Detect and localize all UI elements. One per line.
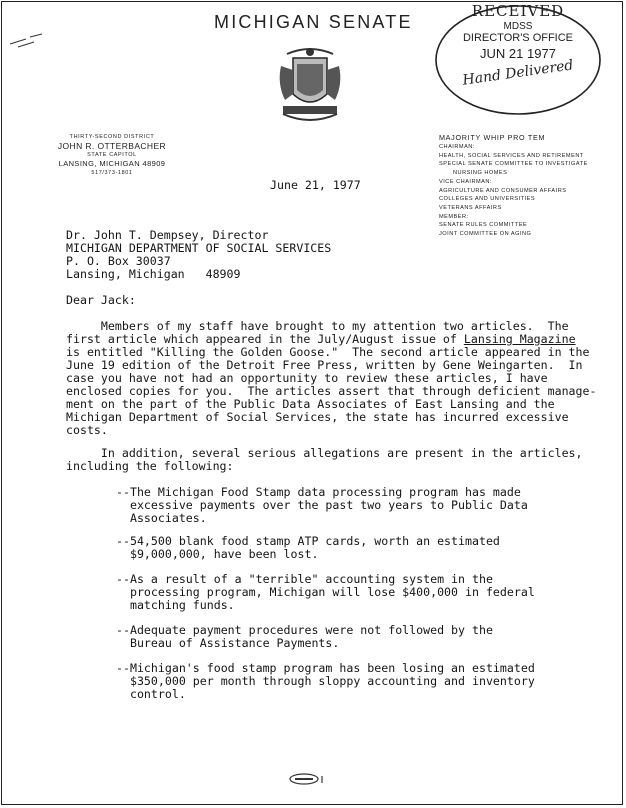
body-line: enclosed copies for you. The articles assert that through deficient manage-: [66, 384, 597, 398]
committee-line: SENATE RULES COMMITTEE: [439, 222, 528, 229]
committee-line: MEMBER:: [439, 213, 469, 220]
committee-line: VETERANS AFFAIRS: [439, 204, 502, 211]
committee-line: CHAIRMAN:: [439, 144, 475, 150]
allegation-line: processing program, Michigan will lose $400,000 in federal: [116, 585, 535, 599]
allegation-line: $350,000 per month through sloppy accounting and inventory: [116, 674, 535, 688]
body-line: In addition, several serious allegations are present in the articles,: [66, 446, 583, 460]
office: STATE CAPITOL: [87, 152, 137, 158]
salutation: Dear Jack:: [66, 293, 136, 307]
address-line: MICHIGAN DEPARTMENT OF SOCIAL SERVICES: [66, 241, 332, 255]
allegation-line: --Michigan's food stamp program has been losing an estimated: [116, 661, 535, 675]
union-bug-icon: [287, 772, 329, 786]
committee-line: MAJORITY WHIP PRO TEM: [439, 133, 546, 142]
address-line: P. O. Box 30037: [66, 254, 171, 268]
allegation-line: matching funds.: [116, 598, 235, 612]
stamp-received: RECEIVED: [471, 2, 565, 20]
letter-page: [1, 1, 623, 805]
body-line: is entitled "Killing the Golden Goose." The second article appeared in the: [66, 345, 590, 359]
allegation-line: --As a result of a "terrible" accounting system in the: [116, 572, 493, 586]
letter-date: June 21, 1977: [270, 178, 361, 192]
body-line: case you have not had an opportunity to review these articles, I have: [66, 371, 548, 385]
address-line: Lansing, Michigan 48909: [66, 267, 241, 281]
city: LANSING, MICHIGAN 48909: [58, 159, 166, 168]
body-line: costs.: [66, 423, 108, 437]
committee-line: JOINT COMMITTEE ON AGING: [439, 231, 532, 238]
allegation-line: excessive payments over the past two years to Public Data: [116, 498, 528, 512]
stamp-line1: MDSS: [503, 21, 533, 32]
allegation-line: control.: [116, 687, 186, 701]
received-stamp: [433, 2, 603, 120]
committee-block: [439, 132, 619, 239]
body-text: first article which appeared in the July/August issue of: [66, 332, 464, 346]
committee-line: COLLEGES AND UNIVERSITIES: [439, 196, 536, 203]
body-line: June 19 edition of the Detroit Free Press, written by Gene Weingarten. In: [66, 358, 583, 372]
committee-line: AGRICULTURE AND CONSUMER AFFAIRS: [439, 187, 567, 194]
committee-line: HEALTH, SOCIAL SERVICES AND RETIREMENT: [439, 152, 584, 159]
body-line: Members of my staff have brought to my attention two articles. The: [66, 319, 569, 333]
allegation-line: --54,500 blank food stamp ATP cards, worth an estimated: [116, 534, 500, 548]
body-line: ment on the part of the Public Data Associates of East Lansing and the: [66, 397, 555, 411]
senator-block: [32, 133, 192, 177]
senator-name: JOHN R. OTTERBACHER: [57, 141, 167, 151]
committee-line: SPECIAL SENATE COMMITTEE TO INVESTIGATE: [439, 161, 588, 168]
state-seal-icon: [273, 44, 347, 126]
allegation-line: Associates.: [116, 511, 207, 525]
address-line: Dr. John T. Dempsey, Director: [66, 228, 269, 242]
committee-line: VICE CHAIRMAN:: [439, 178, 492, 185]
stamp-line2: DIRECTOR'S OFFICE: [462, 32, 574, 44]
allegation-line: $9,000,000, have been lost.: [116, 547, 319, 561]
allegation-line: Bureau of Assistance Payments.: [116, 636, 340, 650]
pen-mark-icon: [8, 30, 58, 50]
stamp-handwritten: Hand Delivered: [461, 57, 575, 89]
stamp-date: JUN 21 1977: [480, 46, 556, 61]
district: THIRTY-SECOND DISTRICT: [69, 134, 155, 140]
magazine-title: Lansing Magazine: [463, 332, 576, 346]
allegation-line: --The Michigan Food Stamp data processing program has made: [116, 485, 521, 499]
body-line: Michigan Department of Social Services, the state has incurred excessive: [66, 410, 569, 424]
allegation-line: --Adequate payment procedures were not followed by the: [116, 623, 493, 637]
committee-line: NURSING HOMES: [453, 170, 508, 177]
phone: 517/373-1801: [91, 170, 133, 176]
body-line: including the following:: [66, 459, 234, 473]
letterhead-title: MICHIGAN SENATE: [214, 12, 413, 32]
